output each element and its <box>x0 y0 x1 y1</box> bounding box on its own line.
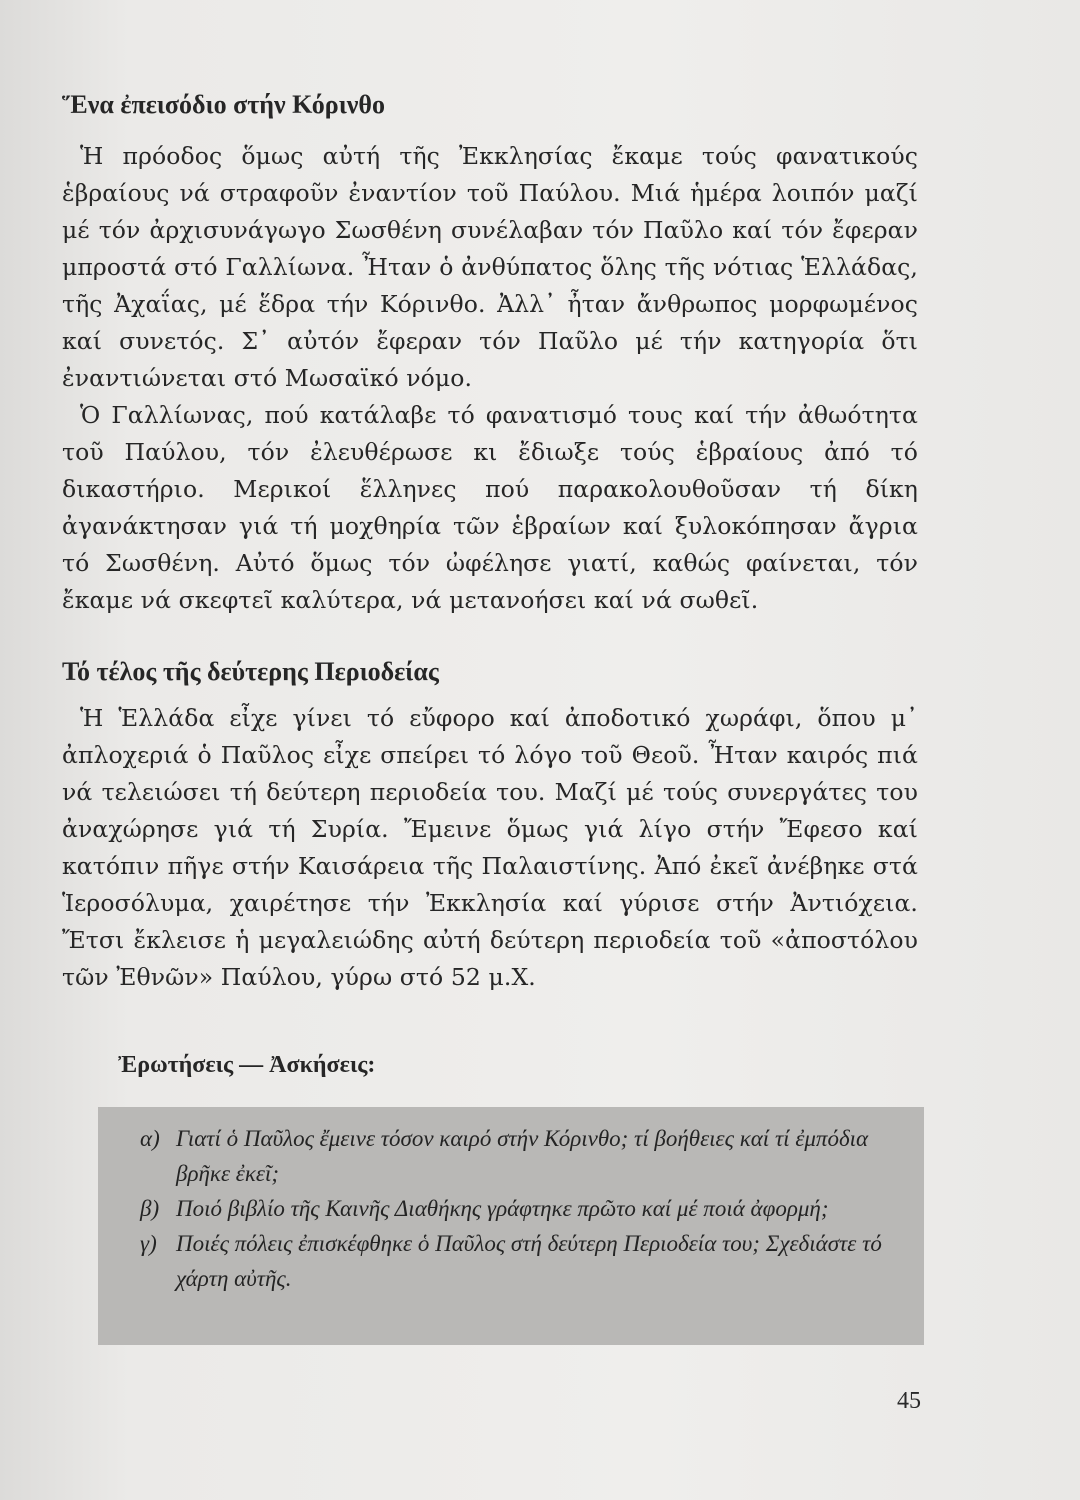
question-text: Ποιό βιβλίο τῆς Καινῆς Διαθήκης γράφτηκε πρῶτο καί μέ ποιά ἀφορμή; <box>176 1196 829 1221</box>
page-number: 45 <box>897 1388 921 1414</box>
section-heading-journey-end: Τό τέλος τῆς δεύτερης Περιοδείας <box>62 657 439 686</box>
question-list <box>140 1121 920 1296</box>
paragraph: Ὁ Γαλλίωνας, πού κατάλαβε τό φανατισμό τους καί τήν ἀθωότητα τοῦ Παύλου, τόν ἐλευθέρωσε κι ἔδιωξε τούς ἑβραίους ἀπό τό δικαστήριο. Μερικοί ἕλληνες πού παρακολουθοῦσαν τή δίκη ἀγανάκτησαν γιά τή μοχθηρία τῶν ἑβραίων καί ξυλοκόπησαν ἄγρια τό Σωσθένη. Αὐτό ὅμως τόν ὠφέλησε γιατί, καθώς φαίνεται, τόν ἔκαμε νά σκεφτεῖ καλύτερα, νά μετανοήσει καί νά σωθεῖ. <box>62 401 918 614</box>
question-item <box>140 1121 920 1191</box>
exercises-box <box>98 1107 924 1345</box>
paragraph: Ἡ πρόοδος ὅμως αὐτή τῆς Ἐκκλησίας ἔκαμε τούς φανατικούς ἑβραίους νά στραφοῦν ἐναντίον τοῦ Παύλου. Μιά ἡμέρα λοιπόν μαζί μέ τόν ἀρχισυνάγωγο Σωσθένη συνέλαβαν τόν Παῦλο καί τόν ἔφεραν μπροστά στό Γαλλίωνα. Ἦταν ὁ ἀνθύπατος ὅλης τῆς νότιας Ἑλλάδας, τῆς Ἀχαΐας, μέ ἕδρα τήν Κόρινθο. Ἀλλ᾿ ἦταν ἄνθρωπος μορφωμένος καί συνετός. Σ᾿ αὐτόν ἔφεραν τόν Παῦλο μέ τήν κατηγορία ὅτι ἐναντιώνεται στό Μωσαϊκό νόμο. <box>62 142 918 392</box>
question-item <box>140 1226 920 1296</box>
question-text: Γιατί ὁ Παῦλος ἔμεινε τόσον καιρό στήν Κόρινθο; τί βοήθειες καί τί ἐμπόδια βρῆκε ἐκεῖ; <box>176 1126 869 1186</box>
paragraph: Ἡ Ἑλλάδα εἶχε γίνει τό εὔφορο καί ἀποδοτικό χωράφι, ὅπου μ᾿ ἀπλοχεριά ὁ Παῦλος εἶχε σπείρει τό λόγο τοῦ Θεοῦ. Ἦταν καιρός πιά νά τελειώσει τή δεύτερη περιοδεία του. Μαζί μέ τούς συνεργάτες του ἀναχώρησε γιά τή Συρία. Ἔμεινε ὅμως γιά λίγο στήν Ἔφεσο καί κατόπιν πῆγε στήν Καισάρεια τῆς Παλαιστίνης. Ἀπό ἐκεῖ ἀνέβηκε στά Ἱεροσόλυμα, χαιρέτησε τήν Ἐκκλησία καί γύρισε στήν Ἀντιόχεια. Ἔτσι ἔκλεισε ἡ μεγαλειώδης αὐτή δεύτερη περιοδεία τοῦ «ἀποστόλου τῶν Ἐθνῶν» Παύλου, γύρω στό 52 μ.Χ. <box>62 704 918 991</box>
question-item <box>140 1191 920 1226</box>
question-marker: α) <box>140 1126 160 1151</box>
section-body-corinth <box>62 138 918 619</box>
question-text: Ποιές πόλεις ἐπισκέφθηκε ὁ Παῦλος στή δεύτερη Περιοδεία του; Σχεδιάστε τό χάρτη αὐτῆς. <box>176 1231 882 1291</box>
section-heading-corinth: Ἕνα ἐπεισόδιο στήν Κόρινθο <box>62 90 385 119</box>
question-marker: β) <box>140 1196 160 1221</box>
section-body-journey-end <box>62 700 918 996</box>
exercises-heading: Ἐρωτήσεις — Ἀσκήσεις: <box>118 1052 376 1078</box>
question-marker: γ) <box>140 1231 157 1256</box>
